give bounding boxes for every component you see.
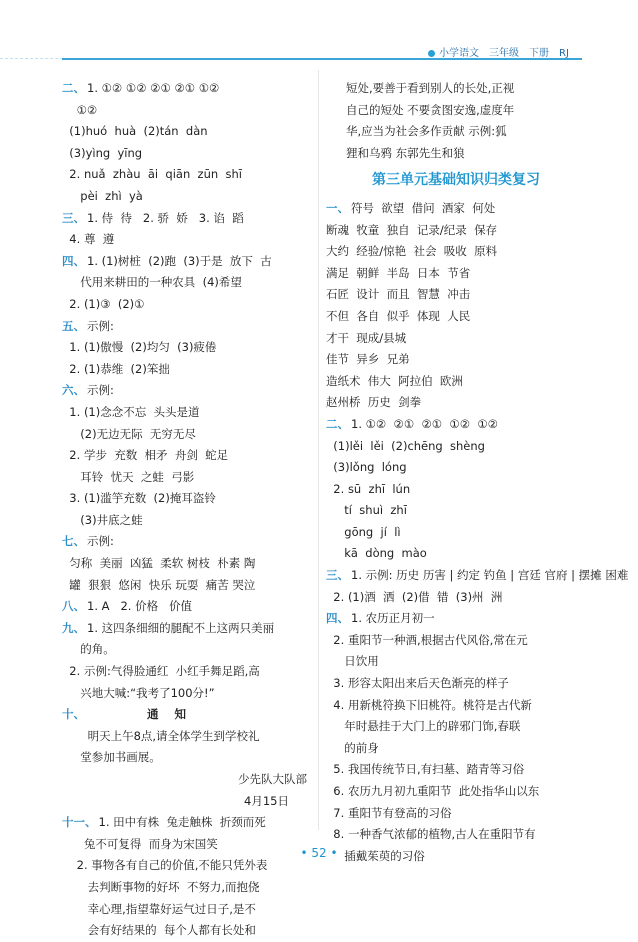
answer-line — [326, 457, 586, 479]
answer-text: 年时悬挂于大门上的辟邪门饰,春联 — [326, 719, 521, 734]
answer-line — [326, 543, 586, 565]
answer-text: 匀称 美丽 凶猛 柔软 树枝 朴素 陶 — [62, 556, 256, 571]
answer-line — [326, 824, 586, 846]
section-number: 二、 — [326, 416, 349, 431]
answer-line — [326, 738, 586, 760]
answer-line — [62, 100, 317, 122]
answer-text: 会有好结果的 每个人都有长处和 — [62, 923, 256, 938]
section-title: 第三单元基础知识归类复习 — [372, 172, 540, 189]
section-number: 三、 — [62, 210, 85, 225]
section-number: 八、 — [62, 599, 85, 614]
answer-text: 造纸术 伟大 阿拉伯 欧洲 — [326, 373, 463, 388]
answer-line — [326, 414, 586, 436]
right-continuation — [326, 78, 586, 164]
answer-line — [62, 553, 317, 575]
answer-line — [62, 121, 317, 143]
answer-text: 6. 农历九月初九重阳节 此处指华山以东 — [326, 784, 540, 798]
column-divider — [318, 70, 319, 830]
answer-text: gōng jí lì — [326, 524, 401, 539]
answer-text: 日饮用 — [326, 654, 379, 669]
answer-line — [326, 349, 586, 371]
answer-text: 7. 重阳节有登高的习俗 — [326, 805, 452, 820]
section-number: 五、 — [62, 318, 85, 333]
header-term: 下册 — [529, 48, 549, 59]
answer-text: 满足 朝鲜 半岛 日本 节省 — [326, 265, 471, 280]
answer-text: 少先队大队部 — [238, 772, 307, 786]
answer-line — [62, 899, 317, 921]
answer-line — [62, 164, 317, 186]
header-subject: 小学语文 — [439, 48, 479, 59]
left-column — [62, 78, 317, 942]
answer-line — [326, 220, 586, 242]
answer-text: 石匠 设计 而且 智慧 冲击 — [326, 287, 471, 302]
answer-line — [62, 402, 317, 424]
section-number: 三、 — [326, 568, 349, 583]
answer-line — [326, 803, 586, 825]
answer-text: 示例: — [87, 318, 114, 333]
section-number: 七、 — [62, 534, 85, 549]
answer-line — [62, 877, 317, 899]
answer-line — [62, 294, 317, 316]
answer-line — [62, 229, 317, 251]
answer-line: 自己的短处 不要贪图安逸,虚度年 — [346, 102, 515, 117]
answer-line — [62, 661, 317, 683]
answer-text: 3. (1)滥竽充数 (2)掩耳盗铃 — [62, 491, 216, 506]
answer-line — [62, 769, 317, 791]
answer-text: 明天上午8点,请全体学生到学校礼 — [62, 728, 260, 743]
section-number: 四、 — [62, 253, 85, 268]
answer-text: 3. 形容太阳出来后天色渐亮的样子 — [326, 676, 509, 691]
answer-line — [326, 565, 629, 587]
answer-line — [326, 759, 586, 781]
bullet-icon — [428, 50, 435, 57]
answer-line — [62, 488, 317, 510]
answer-text: 2. nuǎ zhàu āi qiān zūn shī — [62, 167, 242, 182]
section-number: 十、 — [62, 707, 85, 722]
answer-text: 堂参加书画展。 — [62, 750, 161, 765]
answer-line — [326, 673, 586, 695]
answer-line — [62, 920, 317, 942]
answer-line — [62, 791, 317, 813]
answer-line — [62, 272, 317, 294]
answer-line — [62, 575, 317, 597]
answer-line — [326, 371, 586, 393]
answer-line — [62, 424, 317, 446]
answer-line — [62, 510, 317, 532]
answer-text: (3)lǒng lóng — [326, 460, 407, 475]
answer-line — [62, 639, 317, 661]
section-number: 二、 — [62, 81, 85, 95]
answer-text: 2. sū zhī lún — [326, 481, 411, 496]
answer-text: 1. (1)念念不忘 头头是道 — [62, 404, 200, 419]
answer-text: 8. 一种香气浓郁的植物,古人在重阳节有 — [326, 827, 536, 842]
header-edition: RJ — [559, 48, 569, 59]
answer-line — [326, 651, 586, 673]
answer-text: 2. 学步 充数 相矛 舟剑 蛇足 — [62, 448, 229, 463]
answer-text: 断魂 牧童 独自 记录/纪录 保存 — [326, 222, 498, 237]
answer-line — [326, 263, 586, 285]
answer-line — [62, 596, 317, 618]
answer-text: 大约 经验/惊艳 社会 吸收 原料 — [326, 244, 498, 259]
page-number: • 52 • — [300, 846, 338, 860]
answer-line — [62, 337, 317, 359]
answer-line — [62, 143, 317, 165]
answer-text: 代用来耕田的一种农具 (4)希望 — [62, 275, 242, 290]
answer-line — [326, 630, 586, 652]
answer-line — [62, 316, 317, 338]
answer-text: (3)井底之蛙 — [62, 512, 143, 527]
answer-text: 耳铃 忧天 之蛙 弓影 — [62, 469, 195, 484]
answer-text: 5. 我国传统节日,有扫墓、踏青等习俗 — [326, 762, 525, 777]
section-number: 四、 — [326, 611, 349, 626]
answer-text: 通 知 — [147, 707, 193, 722]
answer-text: 1. ①② ②① ②① ①② ①② — [351, 416, 498, 431]
answer-line — [326, 500, 586, 522]
answer-line — [326, 522, 586, 544]
answer-text: 兴地大喊:“我考了100分!” — [62, 685, 215, 700]
answer-text: 2. 事物各有自己的价值,不能只凭外表 — [62, 858, 268, 873]
answer-line — [62, 251, 317, 273]
answer-line — [326, 328, 586, 350]
answer-text: 1. A 2. 价格 价值 — [87, 599, 193, 614]
answer-text: 符号 欲望 借问 酒家 何处 — [351, 200, 496, 215]
answer-text: (1)huó huà (2)tán dàn — [62, 124, 208, 139]
answer-text: 兔不可复得 而身为宋国笑 — [62, 836, 218, 851]
answer-line — [62, 186, 317, 208]
answer-text: 插戴茱萸的习俗 — [326, 848, 425, 863]
answer-line — [62, 726, 317, 748]
answer-text: 幸心理,指望靠好运气过日子,是不 — [62, 901, 256, 916]
answer-line — [326, 306, 586, 328]
answer-text: 1. 侍 待 2. 骄 娇 3. 谄 蹈 — [87, 210, 244, 225]
answer-text: 1. 示例: 历史 历害 | 约定 钓鱼 | 宫廷 官府 | 摆摊 困难 — [351, 568, 629, 583]
answer-line — [326, 241, 586, 263]
page-header — [428, 44, 579, 59]
answer-line: 华,应当为社会多作贡献 示例:狐 — [346, 124, 507, 139]
answer-text: 2. (1)恭维 (2)笨拙 — [62, 361, 170, 376]
answer-text: (1)lěi lěi (2)chēng shèng — [326, 438, 485, 453]
section-number: 六、 — [62, 383, 85, 398]
answer-line — [62, 812, 317, 834]
answer-line — [326, 587, 586, 609]
answer-line — [62, 704, 317, 726]
right-answers — [326, 198, 629, 867]
answer-text: 的角。 — [62, 642, 115, 657]
answer-line — [62, 467, 317, 489]
answer-text: 才干 现成/县城 — [326, 330, 407, 345]
answer-line — [62, 445, 317, 467]
answer-text: 去判断事物的好坏 不努力,而抱侥 — [62, 879, 260, 894]
answer-line — [62, 359, 317, 381]
answer-line — [326, 479, 586, 501]
answer-line: 狸和乌鸦 东郭先生和狼 — [346, 145, 465, 160]
answer-text: 4. 用新桃符换下旧桃符。桃符是古代新 — [326, 697, 532, 712]
answer-line — [326, 608, 586, 630]
answer-line — [326, 392, 586, 414]
answer-text: 1. 农历正月初一 — [351, 611, 435, 626]
section-number: 九、 — [62, 620, 85, 635]
answer-text: 1. (1)傲慢 (2)均匀 (3)疲倦 — [62, 340, 217, 355]
answer-text: 2. (1)③ (2)① — [62, 296, 145, 311]
answer-text: 1. ①② ①② ②① ②① ①② — [87, 81, 220, 95]
answer-text: 示例: — [87, 534, 114, 549]
answer-text: tí shuì zhī — [326, 503, 407, 518]
answer-line — [62, 683, 317, 705]
answer-line — [326, 716, 586, 738]
answer-text: (2)无边无际 无穷无尽 — [62, 426, 196, 441]
answer-text: 示例: — [87, 383, 114, 398]
answer-line — [62, 747, 317, 769]
answer-text: 佳节 异乡 兄弟 — [326, 352, 410, 367]
answer-line — [62, 618, 317, 640]
answer-text: 的前身 — [326, 740, 379, 755]
answer-text: ①② — [62, 102, 98, 117]
right-column — [326, 78, 629, 867]
answer-text: 1. 这四条细细的腿配不上这两只美丽 — [87, 620, 275, 635]
answer-text: pèi zhì yà — [62, 188, 143, 203]
section-number: 十一、 — [62, 815, 97, 830]
header-grade: 三年级 — [489, 48, 519, 59]
answer-text: (3)yìng yīng — [62, 145, 143, 160]
answer-text: kā dòng mào — [326, 546, 427, 561]
answer-text: 1. (1)树桩 (2)跑 (3)于是 放下 古 — [87, 253, 272, 268]
answer-text: 2. 示例:气得脸通红 小红手舞足蹈,高 — [62, 664, 260, 679]
answer-text: 不但 各自 似乎 体现 人民 — [326, 308, 471, 323]
answer-line — [62, 380, 317, 402]
answer-line — [326, 198, 586, 220]
answer-line — [62, 78, 317, 100]
answer-line — [326, 695, 586, 717]
answer-line — [62, 531, 317, 553]
answer-line — [326, 781, 586, 803]
answer-text: 2. (1)酒 洒 (2)借 错 (3)州 洲 — [326, 589, 503, 604]
answer-text: 4. 尊 遵 — [62, 232, 115, 247]
section-number: 一、 — [326, 200, 349, 215]
answer-text: 2. 重阳节一种酒,根据古代风俗,常在元 — [326, 632, 528, 647]
answer-line — [62, 208, 317, 230]
answer-line — [326, 284, 586, 306]
answer-text: 罐 狠狠 悠闲 快乐 玩耍 痛苦 哭泣 — [62, 577, 256, 592]
answer-line: 短处,要善于看到别人的长处,正视 — [346, 81, 515, 95]
answer-text: 4月15日 — [244, 793, 289, 808]
answer-text: 赵州桥 历史 剑拳 — [326, 395, 422, 410]
answer-line — [326, 436, 586, 458]
answer-text: 1. 田中有株 兔走触株 折颈而死 — [98, 815, 266, 830]
header-dashed-band — [0, 44, 420, 59]
